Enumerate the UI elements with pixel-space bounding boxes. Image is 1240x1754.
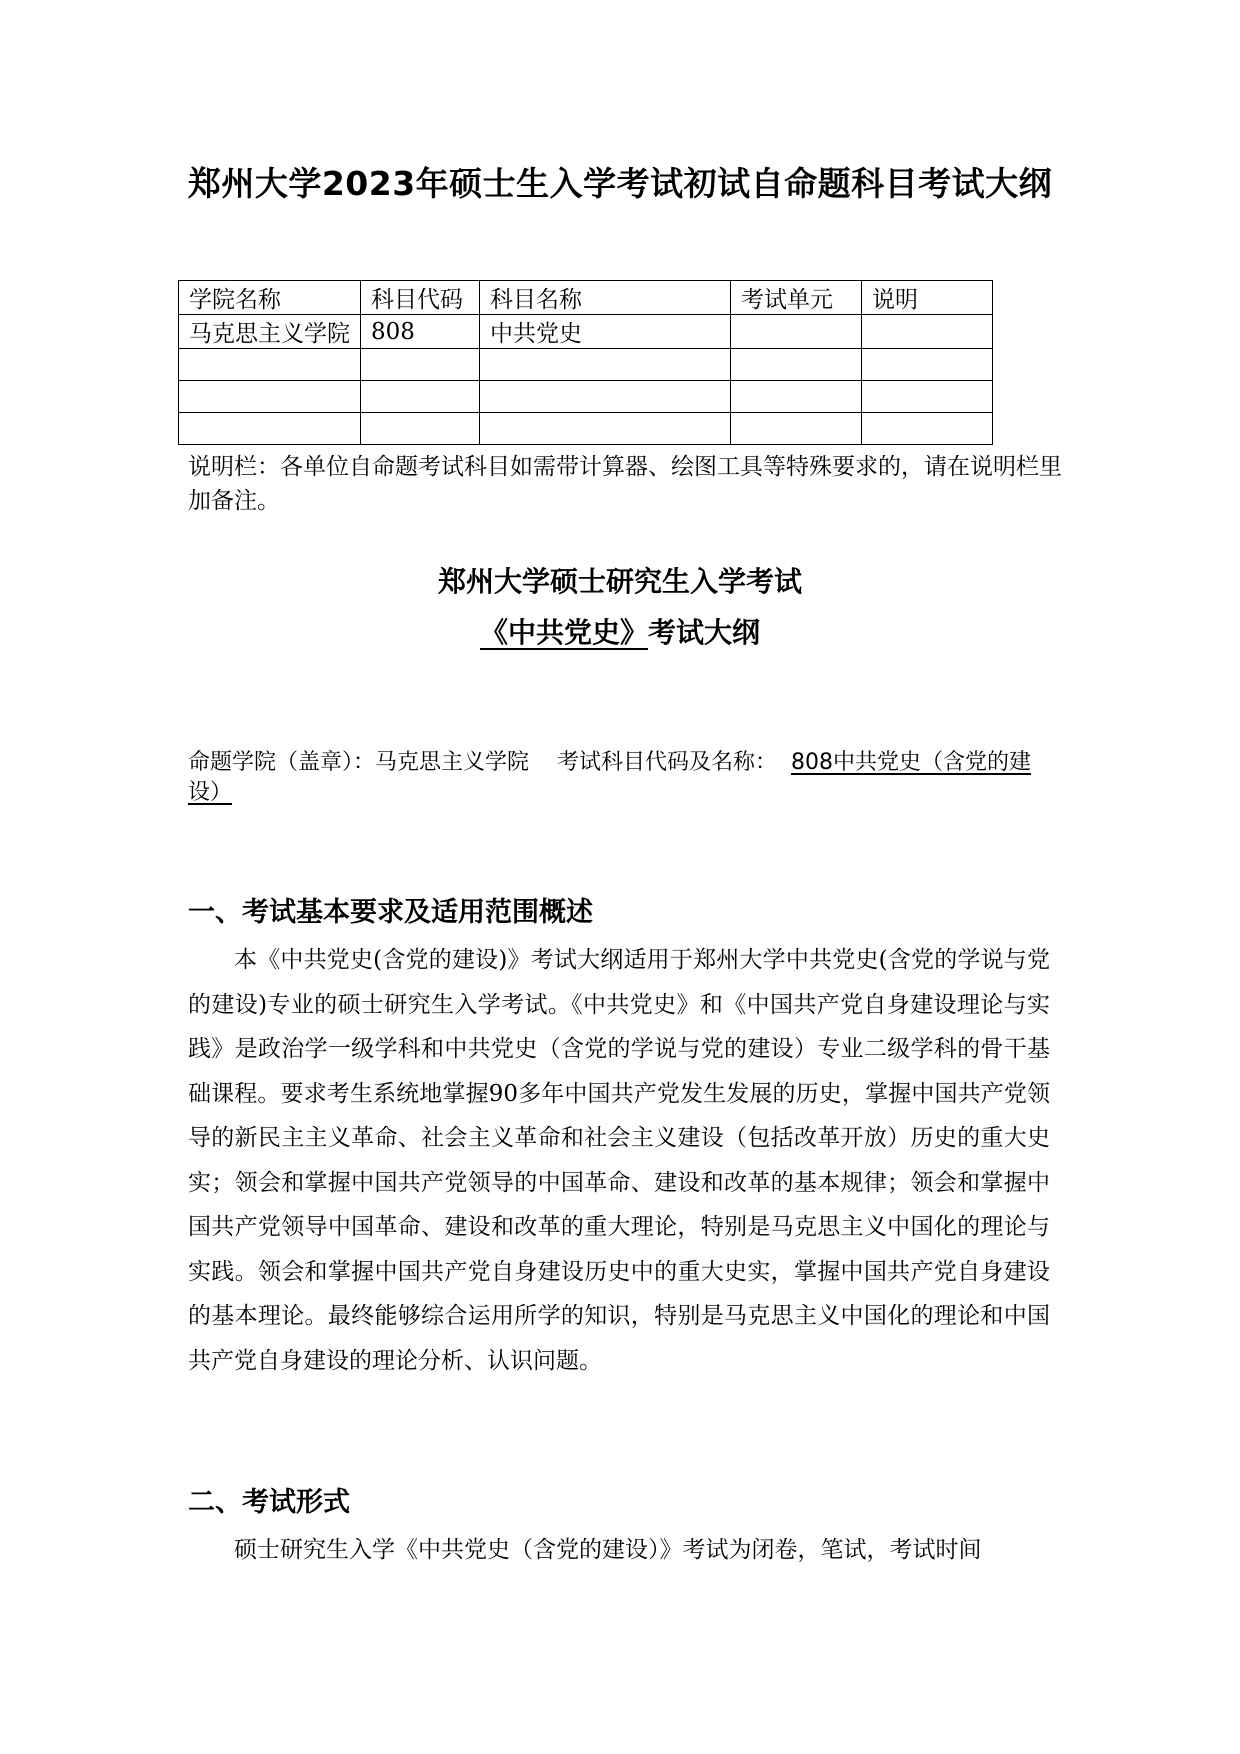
header-cell-college: 学院名称 [179,281,361,315]
table-row [179,381,993,413]
table-cell [480,349,731,381]
table-row [179,349,993,381]
table-note: 说明栏：各单位自命题考试科目如需带计算器、绘图工具等特殊要求的，请在说明栏里加备注。 [188,454,1062,514]
table-cell [480,381,731,413]
header-cell-note: 说明 [862,281,993,315]
table-cell [731,413,862,445]
table-cell [361,381,480,413]
syllabus-title: 郑州大学硕士研究生入学考试 [437,565,802,598]
header-cell-unit: 考试单元 [731,281,862,315]
table-cell [862,413,993,445]
table-cell [862,315,993,349]
table-cell [731,315,862,349]
table-cell [179,381,361,413]
college-label: 命题学院（盖章）： [188,750,376,775]
subject-value: 808中共党史（含党的建设） [188,750,1032,805]
table-cell: 马克思主义学院 [179,315,361,349]
header-cell-name: 科目名称 [480,281,731,315]
course-name: 《中共党史》 [479,616,648,649]
table-cell [480,413,731,445]
table-cell [361,349,480,381]
section-heading: 一、考试基本要求及适用范围概述 [188,897,593,928]
table-cell: 808 [361,315,480,349]
table-cell: 中共党史 [480,315,731,349]
syllabus-subtitle [0,611,1240,651]
table-cell [731,381,862,413]
table-cell [361,413,480,445]
exam-meta [188,748,1048,808]
section-body: 本《中共党史(含党的建设)》考试大纲适用于郑州大学中共党史(含党的学说与党的建设)专业的硕士研究生入学考试。《中共党史》和《中国共产党自身建设理论与实践》是政治学一级学科和中共党史（含党的学说与党的建设）专业二级学科的骨干基础课程。要求考生系统地掌握90多年中国共产党发生发展的历史，掌握中国共产党领导的新民主主义革命、社会主义革命和社会主义建设（包括改革开放）历史的重大史实；领会和掌握中国共产党领导的中国革命、建设和改革的基本规律；领会和掌握中国共产党领导中国革命、建设和改革的重大理论，特别是马克思主义中国化的理论与实践。领会和掌握中国共产党自身建设历史中的重大史实，掌握中国共产党自身建设的基本理论。最终能够综合运用所学的知识，特别是马克思主义中国化的理论和中国共产党自身建设的理论分析、认识问题。 [188,947,1050,1374]
table-cell [862,381,993,413]
section-heading: 二、考试形式 [188,1487,350,1518]
college-value: 马克思主义学院 [375,750,530,775]
header-cell-code: 科目代码 [361,281,480,315]
page-title: 郑州大学2023年硕士生入学考试初试自命题科目考试大纲 [187,164,1053,203]
subject-label: 考试科目代码及名称： [557,750,778,775]
section-body: 硕士研究生入学《中共党史（含党的建设）》考试为闭卷，笔试，考试时间 [234,1537,982,1563]
table-cell [862,349,993,381]
table-header-row [179,281,993,315]
table-row [179,413,993,445]
table-cell [179,349,361,381]
table-cell [179,413,361,445]
table-row [179,315,993,349]
table-cell [731,349,862,381]
syllabus-label: 考试大纲 [648,616,761,649]
subject-table [178,280,993,445]
